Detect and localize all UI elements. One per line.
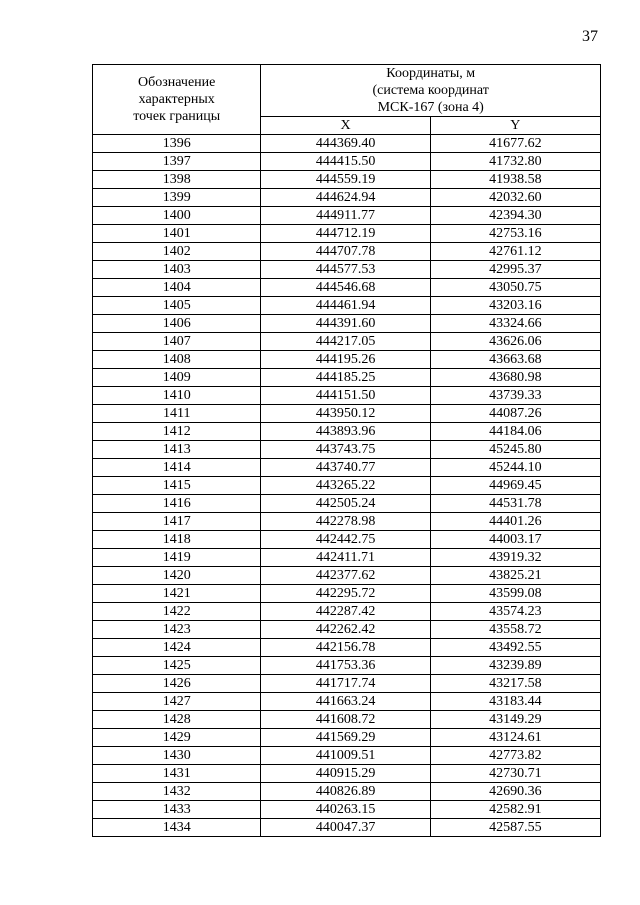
table-row: [93, 387, 601, 405]
table-row: [93, 315, 601, 333]
header-y: Y: [430, 117, 600, 135]
point-id-cell: 1401: [93, 225, 261, 243]
point-id-cell: 1415: [93, 477, 261, 495]
point-id-cell: 1417: [93, 513, 261, 531]
table-row: [93, 369, 601, 387]
point-id-cell: 1420: [93, 567, 261, 585]
y-cell: 43050.75: [430, 279, 600, 297]
table-row: [93, 243, 601, 261]
table-row: [93, 513, 601, 531]
y-cell: 43663.68: [430, 351, 600, 369]
table-row: [93, 711, 601, 729]
table-row: [93, 297, 601, 315]
point-id-cell: 1423: [93, 621, 261, 639]
point-id-cell: 1427: [93, 693, 261, 711]
table-row: [93, 693, 601, 711]
table-row: [93, 621, 601, 639]
point-id-cell: 1422: [93, 603, 261, 621]
point-id-cell: 1413: [93, 441, 261, 459]
x-cell: 442295.72: [261, 585, 430, 603]
header-x: X: [261, 117, 430, 135]
x-cell: 444369.40: [261, 135, 430, 153]
y-cell: 44003.17: [430, 531, 600, 549]
y-cell: 42394.30: [430, 207, 600, 225]
point-id-cell: 1425: [93, 657, 261, 675]
point-id-cell: 1429: [93, 729, 261, 747]
x-cell: 440047.37: [261, 819, 430, 837]
point-id-cell: 1407: [93, 333, 261, 351]
y-cell: 43558.72: [430, 621, 600, 639]
x-cell: 442278.98: [261, 513, 430, 531]
point-id-cell: 1431: [93, 765, 261, 783]
table-row: [93, 549, 601, 567]
table-row: [93, 585, 601, 603]
y-cell: 43324.66: [430, 315, 600, 333]
y-cell: 41732.80: [430, 153, 600, 171]
y-cell: 43574.23: [430, 603, 600, 621]
x-cell: 443893.96: [261, 423, 430, 441]
point-id-cell: 1403: [93, 261, 261, 279]
x-cell: 443743.75: [261, 441, 430, 459]
y-cell: 43217.58: [430, 675, 600, 693]
table-row: [93, 153, 601, 171]
x-cell: 444712.19: [261, 225, 430, 243]
point-id-cell: 1414: [93, 459, 261, 477]
y-cell: 43239.89: [430, 657, 600, 675]
y-cell: 45244.10: [430, 459, 600, 477]
y-cell: 44401.26: [430, 513, 600, 531]
table-row: [93, 171, 601, 189]
x-cell: 441663.24: [261, 693, 430, 711]
table-row: [93, 459, 601, 477]
point-id-cell: 1416: [93, 495, 261, 513]
y-cell: 42690.36: [430, 783, 600, 801]
table-row: [93, 441, 601, 459]
table-row: [93, 333, 601, 351]
point-id-cell: 1397: [93, 153, 261, 171]
y-cell: 44087.26: [430, 405, 600, 423]
table-row: [93, 729, 601, 747]
table-row: [93, 531, 601, 549]
point-id-cell: 1409: [93, 369, 261, 387]
point-id-cell: 1408: [93, 351, 261, 369]
point-id-cell: 1430: [93, 747, 261, 765]
point-id-cell: 1404: [93, 279, 261, 297]
page-number: 37: [582, 28, 598, 45]
y-cell: 42730.71: [430, 765, 600, 783]
x-cell: 443265.22: [261, 477, 430, 495]
table-row: [93, 351, 601, 369]
x-cell: 444391.60: [261, 315, 430, 333]
table-row: [93, 207, 601, 225]
x-cell: 444415.50: [261, 153, 430, 171]
point-id-cell: 1399: [93, 189, 261, 207]
x-cell: 442156.78: [261, 639, 430, 657]
y-cell: 42753.16: [430, 225, 600, 243]
x-cell: 443740.77: [261, 459, 430, 477]
y-cell: 42587.55: [430, 819, 600, 837]
y-cell: 43492.55: [430, 639, 600, 657]
point-id-cell: 1424: [93, 639, 261, 657]
table-row: [93, 279, 601, 297]
header-coordinates: Координаты, м (система координат МСК-167 (зона 4): [261, 65, 601, 117]
x-cell: 444577.53: [261, 261, 430, 279]
x-cell: 444217.05: [261, 333, 430, 351]
x-cell: 444707.78: [261, 243, 430, 261]
x-cell: 442262.42: [261, 621, 430, 639]
table-row: [93, 747, 601, 765]
x-cell: 440263.15: [261, 801, 430, 819]
y-cell: 43183.44: [430, 693, 600, 711]
header-point-label: Обозначение характерных точек границы: [93, 65, 261, 135]
x-cell: 444151.50: [261, 387, 430, 405]
table-row: [93, 603, 601, 621]
point-id-cell: 1421: [93, 585, 261, 603]
x-cell: 440915.29: [261, 765, 430, 783]
y-cell: 43599.08: [430, 585, 600, 603]
point-id-cell: 1406: [93, 315, 261, 333]
x-cell: 442505.24: [261, 495, 430, 513]
table-row: [93, 189, 601, 207]
x-cell: 444546.68: [261, 279, 430, 297]
coordinates-table: [92, 64, 601, 837]
point-id-cell: 1410: [93, 387, 261, 405]
table-row: [93, 783, 601, 801]
table-row: [93, 477, 601, 495]
point-id-cell: 1434: [93, 819, 261, 837]
table-row: [93, 675, 601, 693]
x-cell: 441608.72: [261, 711, 430, 729]
table-row: [93, 135, 601, 153]
y-cell: 42995.37: [430, 261, 600, 279]
point-id-cell: 1418: [93, 531, 261, 549]
x-cell: 441717.74: [261, 675, 430, 693]
x-cell: 442411.71: [261, 549, 430, 567]
x-cell: 444461.94: [261, 297, 430, 315]
point-id-cell: 1426: [93, 675, 261, 693]
y-cell: 43919.32: [430, 549, 600, 567]
table-row: [93, 765, 601, 783]
y-cell: 42773.82: [430, 747, 600, 765]
table-row: [93, 423, 601, 441]
y-cell: 42761.12: [430, 243, 600, 261]
y-cell: 43825.21: [430, 567, 600, 585]
x-cell: 444624.94: [261, 189, 430, 207]
point-id-cell: 1402: [93, 243, 261, 261]
table-row: [93, 225, 601, 243]
point-id-cell: 1412: [93, 423, 261, 441]
x-cell: 444911.77: [261, 207, 430, 225]
x-cell: 441009.51: [261, 747, 430, 765]
x-cell: 441569.29: [261, 729, 430, 747]
point-id-cell: 1400: [93, 207, 261, 225]
point-id-cell: 1433: [93, 801, 261, 819]
y-cell: 44969.45: [430, 477, 600, 495]
x-cell: 443950.12: [261, 405, 430, 423]
y-cell: 41938.58: [430, 171, 600, 189]
y-cell: 43124.61: [430, 729, 600, 747]
table-body: [93, 135, 601, 837]
x-cell: 440826.89: [261, 783, 430, 801]
point-id-cell: 1398: [93, 171, 261, 189]
y-cell: 43149.29: [430, 711, 600, 729]
y-cell: 42032.60: [430, 189, 600, 207]
point-id-cell: 1405: [93, 297, 261, 315]
point-id-cell: 1411: [93, 405, 261, 423]
table-row: [93, 405, 601, 423]
y-cell: 43739.33: [430, 387, 600, 405]
x-cell: 442287.42: [261, 603, 430, 621]
table-row: [93, 657, 601, 675]
x-cell: 444195.26: [261, 351, 430, 369]
x-cell: 441753.36: [261, 657, 430, 675]
point-id-cell: 1428: [93, 711, 261, 729]
x-cell: 442377.62: [261, 567, 430, 585]
y-cell: 43203.16: [430, 297, 600, 315]
table-row: [93, 801, 601, 819]
y-cell: 42582.91: [430, 801, 600, 819]
point-id-cell: 1432: [93, 783, 261, 801]
y-cell: 44184.06: [430, 423, 600, 441]
x-cell: 442442.75: [261, 531, 430, 549]
x-cell: 444185.25: [261, 369, 430, 387]
point-id-cell: 1419: [93, 549, 261, 567]
x-cell: 444559.19: [261, 171, 430, 189]
y-cell: 45245.80: [430, 441, 600, 459]
table-row: [93, 261, 601, 279]
y-cell: 43626.06: [430, 333, 600, 351]
y-cell: 44531.78: [430, 495, 600, 513]
table-row: [93, 819, 601, 837]
y-cell: 41677.62: [430, 135, 600, 153]
y-cell: 43680.98: [430, 369, 600, 387]
table-row: [93, 639, 601, 657]
table-row: [93, 495, 601, 513]
point-id-cell: 1396: [93, 135, 261, 153]
table-row: [93, 567, 601, 585]
